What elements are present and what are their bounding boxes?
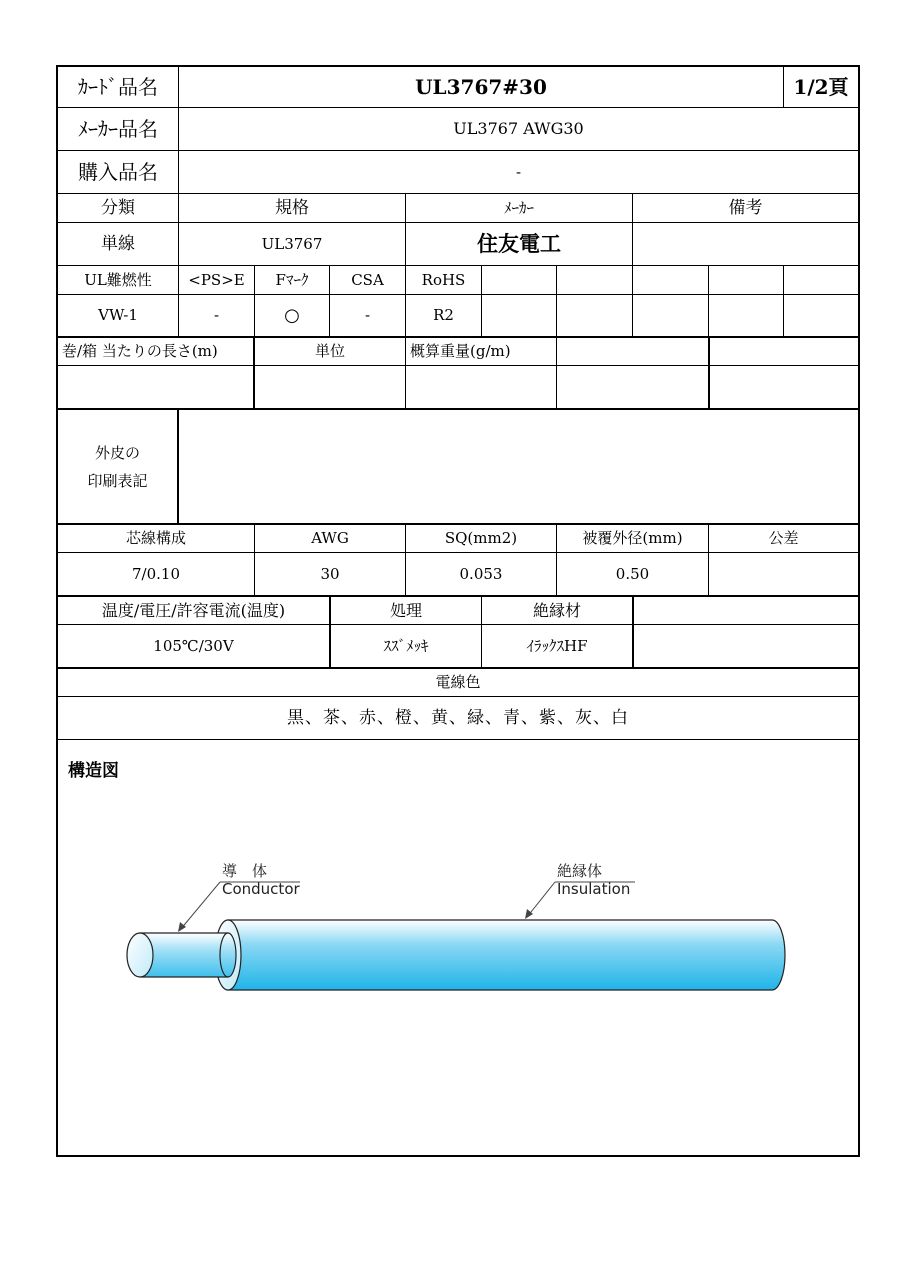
standard-value: UL3767 [261,234,323,253]
conductor-label-en: Conductor [222,880,300,898]
cert-value-ul-flame: VW-1 [98,306,138,324]
awg-value: 30 [320,564,340,583]
insulation-material-label: 絶縁材 [532,600,581,620]
cert-label-ul-flame: UL難燃性 [84,270,152,289]
cert-label-csa: CSA [351,270,384,289]
cert-value-empty [633,295,708,336]
ratings-extra-label [634,597,858,624]
cert-value-empty [482,295,556,336]
cert-value-empty [709,295,783,336]
standard-label: 規格 [275,197,309,218]
outer-diameter-value: 0.50 [615,564,650,583]
insulation-label-en: Insulation [557,880,631,898]
conductor-label-jp: 導 体 [222,862,268,880]
approx-weight-label: 概算重量(g/m) [410,342,511,360]
jacket-printing-value [179,410,858,523]
cert-value-f-mark: ○ [284,304,300,326]
conductor-leader-arrow [180,882,220,930]
jacket-printing-label-line2: 印刷表記 [87,471,148,490]
length-per-reel-value [58,366,253,408]
sq-value: 0.053 [459,564,503,583]
cert-label-empty [784,266,858,294]
treatment-label: 処理 [389,600,422,620]
tolerance-label: 公差 [768,529,799,547]
structure-diagram-title: 構造図 [68,761,119,781]
tolerance-value [709,553,858,595]
sq-label: SQ(mm2) [444,529,518,547]
purchase-name-value: - [515,162,522,181]
maker-value: 住友電工 [477,231,561,256]
card-name-label: ｶｰﾄﾞ品名 [78,74,158,99]
packaging-extra-label [557,338,708,365]
insulation-body [228,920,785,990]
wire-color-value: 黒、茶、赤、橙、黄、緑、青、紫、灰、白 [287,707,629,728]
maker-part-label: ﾒｰｶｰ品名 [78,117,158,141]
temp-voltage-value: 105℃/30V [153,636,234,655]
remarks-label: 備考 [728,197,763,218]
conductor-end-face [127,933,153,977]
packaging-extra-value [557,366,708,408]
cert-label-empty [633,266,708,294]
card-name-value: UL3767#30 [415,74,547,99]
row-divider [56,739,860,740]
cert-value-empty [784,295,858,336]
insulation-material-value: ｲﾗｯｸｽHF [526,636,588,655]
strand-construction-value: 7/0.10 [132,564,180,583]
packaging-extra-label [710,338,858,365]
maker-label: ﾒｰｶｰ [503,198,534,217]
treatment-value: ｽｽﾞﾒｯｷ [383,636,429,655]
insulation-leader-arrow [527,882,555,917]
cert-value-pse: - [213,306,220,324]
jacket-printing-label-line1: 外皮の [94,443,140,462]
cert-label-empty [557,266,632,294]
strand-construction-label: 芯線構成 [125,529,186,547]
class-value: 単線 [101,233,135,254]
page-number: 1/2頁 [793,74,849,99]
ratings-extra-value [634,625,858,667]
remarks-value [633,223,858,265]
insulation-label-jp: 絶縁体 [557,862,603,880]
conductor-tip-back [220,933,236,977]
purchase-name-label: 購入品名 [78,160,158,184]
packaging-extra-value [710,366,858,408]
wire-structure-diagram [100,850,820,1010]
length-per-reel-label: 巻/箱 当たりの長さ(m) [62,342,218,360]
maker-part-value: UL3767 AWG30 [453,119,584,138]
wire-color-label: 電線色 [435,673,481,691]
unit-label: 単位 [314,342,345,360]
approx-weight-value [406,366,556,408]
outer-diameter-label: 被覆外径(mm) [582,529,683,547]
cert-label-rohs: RoHS [421,270,466,289]
sheet-bottom-double-line [56,1155,860,1156]
jacket-printing-label [58,410,177,523]
cert-value-rohs: R2 [433,306,454,324]
cert-label-empty [709,266,783,294]
class-label: 分類 [101,197,135,218]
cert-label-f-mark: Fﾏｰｸ [275,270,309,289]
awg-label: AWG [311,529,349,547]
unit-value [255,366,405,408]
cert-value-empty [557,295,632,336]
cert-label-pse: <PS>E [188,270,245,289]
cert-value-csa: - [364,306,371,324]
cert-label-empty [482,266,556,294]
temp-voltage-label: 温度/電圧/許容電流(温度) [101,600,286,620]
